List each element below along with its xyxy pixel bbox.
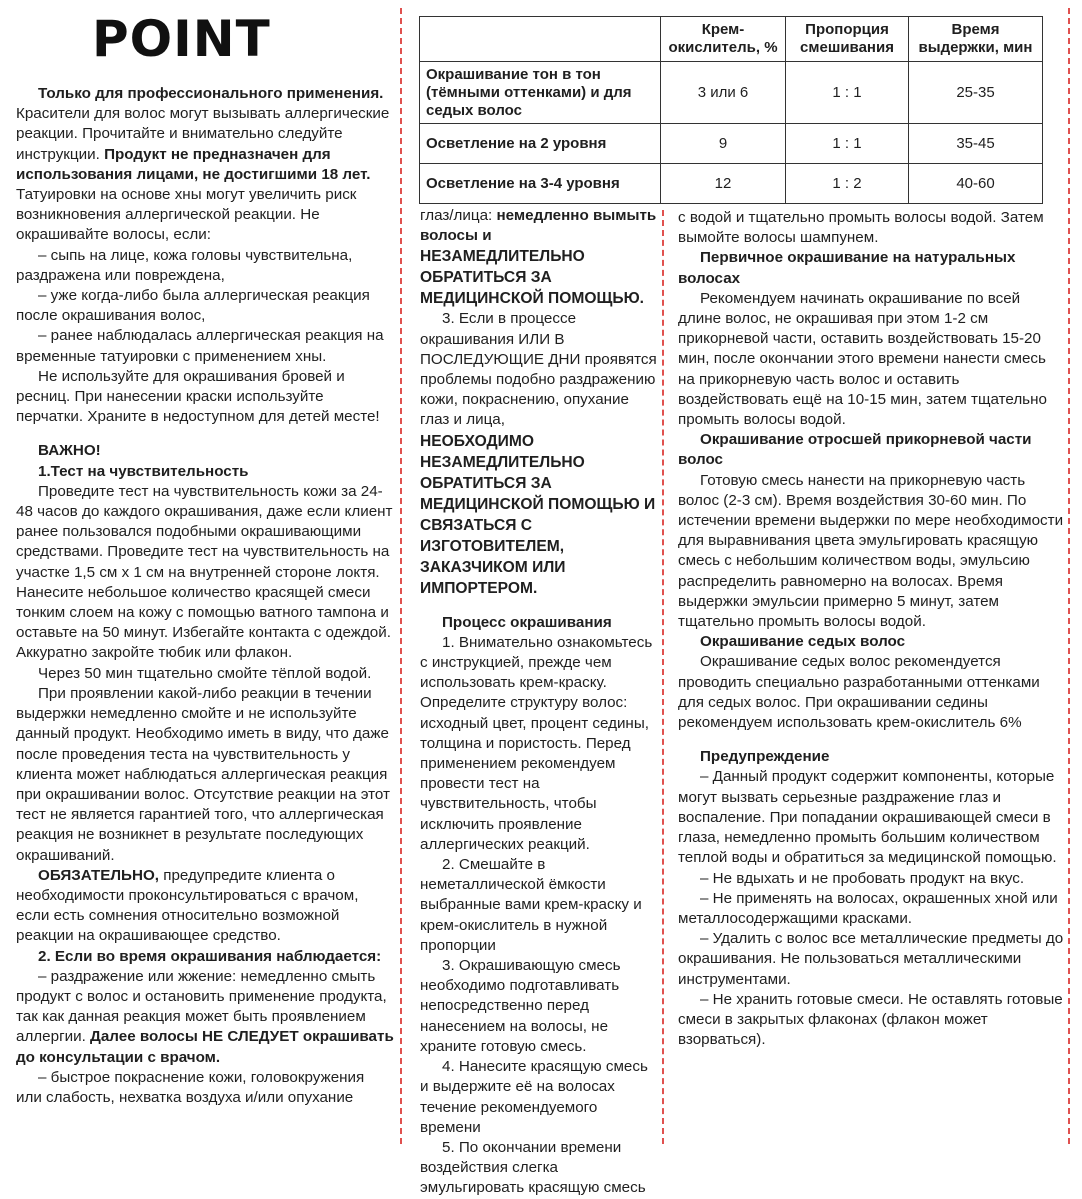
emphasis: НЕОБХОДИМО НЕЗАМЕДЛИТЕЛЬНО ОБРАТИТЬСЯ ЗА МЕДИЦИНСКОЙ ПОМОЩЬЮ И СВЯЗАТЬСЯ С ИЗГОТОВИТЕЛЕМ, ЗАКАЗЧИКОМ ИЛИ ИМПОРТЕРОМ. bbox=[420, 432, 656, 597]
fold-line-left bbox=[400, 8, 402, 1144]
section-heading: Процесс окрашивания bbox=[442, 613, 612, 631]
table-cell: 40-60 bbox=[909, 164, 1043, 204]
list-item: – Данный продукт содержит компоненты, которые могут вызвать серьезные раздражение глаз и воспаление. При попадании окрашивающей смеси в глаза, немедленно промыть большим количеством теплой воды и обратиться за медицинской помощью. bbox=[678, 768, 1057, 867]
section-heading: Первичное окрашивание на натуральных волосах bbox=[678, 249, 1016, 287]
list-item: – Не хранить готовые смеси. Не оставлять готовые смеси в закрытых флаконах (флакон может взорваться). bbox=[678, 990, 1063, 1049]
table-cell: Окрашивание тон в тон (тёмными оттенками) и для седых волос bbox=[420, 62, 661, 124]
table-cell: 3 или 6 bbox=[661, 62, 786, 124]
paragraph: При проявлении какой-либо реакции в течении выдержки немедленно смойте и не используйте данный продукт. Необходимо иметь в виду, что даже после проведения теста на чувствительность у клиента может наблюдаться аллергическая реакция при окрашивании волос. Отсутствие реакции на этот тест не является гарантией того, что аллергическая реакция не возникнет в результате последующих окрашиваний. bbox=[16, 684, 390, 864]
table-cell: 25-35 bbox=[909, 62, 1043, 124]
table-cell: Осветление на 2 уровня bbox=[420, 124, 661, 164]
column-middle bbox=[420, 206, 660, 1199]
section-heading: 2. Если во время окрашивания наблюдается: bbox=[38, 947, 382, 965]
brand-logo: POINT bbox=[92, 10, 271, 68]
table-cell: 12 bbox=[661, 164, 786, 204]
section-heading: Окрашивание отросшей прикорневой части волос bbox=[678, 431, 1032, 469]
list-item: – Удалить с волос все металлические предметы до окрашивания. Не пользоваться металлическими инструментами. bbox=[678, 930, 1064, 988]
step-item: 2. Смешайте в неметаллической ёмкости выбранные вами крем-краску и крем-окислитель в нужной пропорции bbox=[420, 856, 642, 954]
step-item: 4. Нанесите красящую смесь и выдержите её на волосах течение рекомендуемого времени bbox=[420, 1058, 648, 1136]
mixing-table bbox=[419, 16, 1043, 204]
list-item: – Не вдыхать и не пробовать продукт на вкус. bbox=[700, 869, 1025, 887]
step-item: 3. Окрашивающую смесь необходимо подготавливать непосредственно перед нанесением на волосы, не храните готовую смесь. bbox=[420, 957, 621, 1055]
paragraph: Не используйте для окрашивания бровей и ресниц. При нанесении краски используйте перчатки. Храните в недоступном для детей месте! bbox=[16, 367, 380, 426]
list-item: – быстрое покраснение кожи, головокружения или слабость, нехватка воздуха и/или опухание bbox=[16, 1068, 365, 1106]
table-cell: 35-45 bbox=[909, 124, 1043, 164]
paragraph: 3. Если в процессе окрашивания ИЛИ В ПОСЛЕДУЮЩИЕ ДНИ проявятся проблемы подобно раздражению кожи, покраснению, опухание глаз и лица, bbox=[420, 310, 657, 429]
paragraph bbox=[16, 104, 394, 185]
table-header-cell: Время выдержки, мин bbox=[909, 17, 1043, 62]
table-cell: 1 : 1 bbox=[786, 124, 909, 164]
emphasis: НЕЗАМЕДЛИТЕЛЬНО ОБРАТИТЬСЯ ЗА МЕДИЦИНСКОЙ ПОМОЩЬЮ. bbox=[420, 248, 644, 308]
paragraph bbox=[420, 206, 660, 246]
table-header-cell: Крем-окислитель, % bbox=[661, 17, 786, 62]
section-heading: 1.Тест на чувствительность bbox=[38, 462, 249, 480]
paragraph-text: предупредите клиента о необходимости проконсультироваться с врачом, если есть сомнения относительно возможной реакции на окрашивающее средство. bbox=[16, 866, 359, 945]
paragraph-text: глаз/лица: bbox=[420, 207, 493, 224]
fold-line-right bbox=[1068, 8, 1070, 1144]
column-right bbox=[678, 208, 1064, 1050]
list-item: – ранее наблюдалась аллергическая реакция на временные татуировки с применением хны. bbox=[16, 327, 384, 365]
section-heading: Только для профессионального применения. bbox=[38, 85, 384, 102]
fold-line-middle bbox=[662, 210, 664, 1144]
table-row bbox=[420, 124, 1043, 164]
section-heading: ВАЖНО! bbox=[38, 442, 101, 460]
paragraph: Проведите тест на чувствительность кожи за 24-48 часов до каждого окрашивания, даже если клиент ранее пользовался подобными окрашивающими средствами. Проведите тест на чувствительность на участке 1,5 см х 1 см на внутренней стороне локтя. Нанесите небольшое количество красящей смеси тонким слоем на кожу с помощью ватного тампона и оставьте на 50 минут. Избегайте контакта с одеждой. Аккуратно закройте тюбик или флакон. bbox=[16, 482, 393, 662]
list-item bbox=[16, 967, 394, 1068]
paragraph-text: Красители для волос могут вызывать аллергические реакции. Прочитайте и внимательно следуйте инструкции. bbox=[16, 105, 390, 163]
emphasis: немедленно вымыть волосы и bbox=[420, 207, 657, 245]
paragraph bbox=[16, 866, 394, 947]
age-warning: Продукт не предназначен для использования лицами, не достигшими 18 лет. bbox=[16, 145, 371, 183]
table-header-cell: Пропорция смешивания bbox=[786, 17, 909, 62]
emphasis: ОБЯЗАТЕЛЬНО, bbox=[38, 866, 159, 884]
table-header-cell bbox=[420, 17, 661, 62]
section-heading: Предупреждение bbox=[700, 748, 830, 766]
table-row bbox=[420, 164, 1043, 204]
table-cell: Осветление на 3-4 уровня bbox=[420, 164, 661, 204]
paragraph: Рекомендуем начинать окрашивание по всей длине волос, не окрашивая при этом 1-2 см прикорневой части, оставить воздействовать 15-20 мин, после окончании этого времени нанести смесь на прикорневую часть волос и оставить воздействовать ещё на 10-15 мин, затем тщательно промыть волосы водой. bbox=[678, 289, 1047, 429]
list-item: – Не применять на волосах, окрашенных хной или металлосодержащими красками. bbox=[678, 889, 1058, 927]
table-cell: 9 bbox=[661, 124, 786, 164]
step-item: 5. По окончании времени воздействия слегка эмульгировать красящую смесь bbox=[420, 1138, 646, 1197]
paragraph: Через 50 мин тщательно смойте тёплой водой. bbox=[38, 664, 372, 682]
paragraph: с водой и тщательно промыть волосы водой. Затем вымойте волосы шампунем. bbox=[678, 209, 1044, 247]
column-left bbox=[16, 84, 394, 1108]
table-cell: 1 : 1 bbox=[786, 62, 909, 124]
table-row bbox=[420, 62, 1043, 124]
section-heading: Окрашивание седых волос bbox=[700, 633, 906, 651]
paragraph: Татуировки на основе хны могут увеличить риск возникновения аллергической реакции. Не окрашивайте волосы, если: bbox=[16, 186, 357, 244]
list-item: – уже когда-либо была аллергическая реакция после окрашивания волос, bbox=[16, 287, 370, 325]
paragraph-text: – раздражение или жжение: немедленно смыть продукт с волос и остановить применение продукта, так как данная реакция может быть проявлением аллергии. bbox=[16, 967, 387, 1046]
list-item: – сыпь на лице, кожа головы чувствительна, раздражена или повреждена, bbox=[16, 246, 353, 284]
table-header-row bbox=[420, 17, 1043, 62]
emphasis: Далее волосы НЕ СЛЕДУЕТ окрашивать до консультации с врачом. bbox=[16, 1028, 394, 1066]
paragraph: Окрашивание седых волос рекомендуется проводить специально разработанными оттенками для седых волос. При окрашивании седины рекомендуем использовать крем-окислитель 6% bbox=[678, 653, 1040, 732]
step-item: 1. Внимательно ознакомьтесь с инструкцией, прежде чем использовать крем-краску. Определите структуру волос: исходный цвет, процент седины, толщина и пористость. Перед применением рекомендуем провести тест на чувствительность, чтобы исключить проявление аллергических реакций. bbox=[420, 633, 653, 853]
paragraph: Готовую смесь нанести на прикорневую часть волос (2-3 см). Время воздействия 30-60 мин. По истечении времени выдержки по мере необходимости для выравнивания цвета эмульгировать красящую смесь с небольшим количеством воды, эмульсию распределить равномерно на волосах. Время выдержки эмульсии примерно 5 минут, затем тщательно промыть волосы водой. bbox=[678, 471, 1064, 631]
table-cell: 1 : 2 bbox=[786, 164, 909, 204]
